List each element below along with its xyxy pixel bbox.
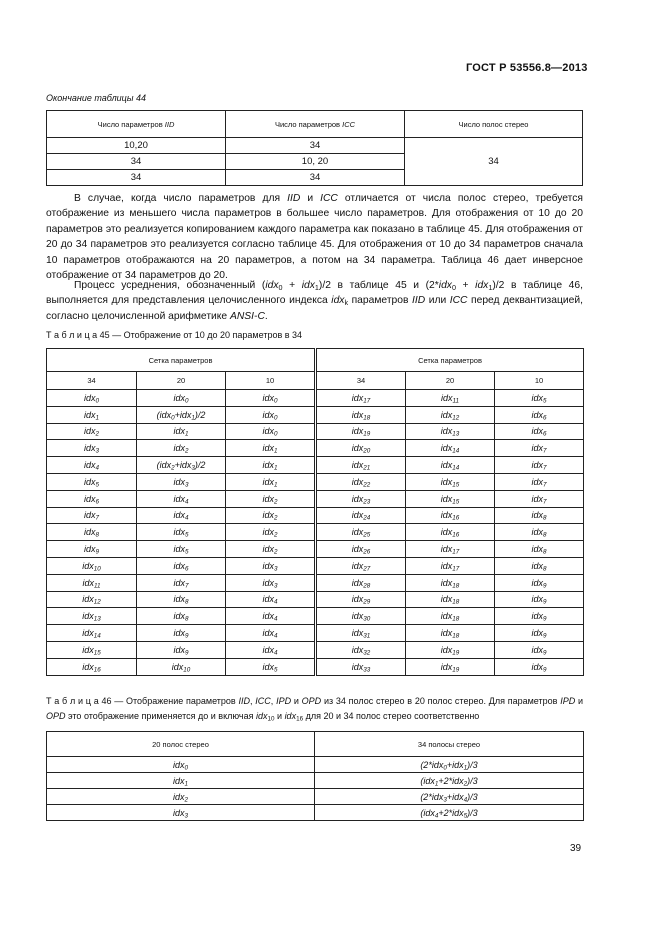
table-45-subheader: 10 — [226, 372, 315, 390]
table-45-cell: idx$_{31}$ — [317, 625, 406, 642]
table-45-cell: idx$_9$ — [495, 574, 584, 591]
table-45-cell: idx$_{17}$ — [406, 541, 495, 558]
table-46-cell: idx$_3$ — [47, 805, 315, 821]
table-45-cell: idx$_{26}$ — [317, 541, 406, 558]
table-45-cell: idx$_{14}$ — [406, 440, 495, 457]
table-45-cell: idx$_{17}$ — [317, 390, 406, 407]
table-44-cell: 10, 20 — [226, 154, 405, 170]
table-45-row — [317, 625, 584, 642]
table-44-cell: 34 — [226, 138, 405, 154]
table-46-cell: (2*idx$_0$+idx$_1$)/3 — [315, 757, 584, 773]
table-45-cell: idx$_{24}$ — [317, 507, 406, 524]
table-45-cell: idx$_6$ — [137, 557, 226, 574]
table-45-subheader: 20 — [137, 372, 226, 390]
table-44-cell: 10,20 — [47, 138, 226, 154]
table-45-cell: idx$_8$ — [137, 591, 226, 608]
table-45-row — [317, 423, 584, 440]
table-45-cell: idx$_0$ — [226, 423, 315, 440]
table-45-cell: idx$_{18}$ — [406, 574, 495, 591]
table-45-cell: idx$_{29}$ — [317, 591, 406, 608]
table-45-subheader: 10 — [495, 372, 584, 390]
table-45-row — [317, 490, 584, 507]
table-44-header: Число параметров ICC — [226, 111, 405, 138]
table-45-cell: idx$_7$ — [495, 440, 584, 457]
table-45-cell: idx$_8$ — [495, 524, 584, 541]
table-45-row — [47, 406, 315, 423]
table-45-row — [47, 490, 315, 507]
table-45-cell: idx$_9$ — [137, 641, 226, 658]
table-45-cell: idx$_1$ — [47, 406, 137, 423]
table-45-group-header: Сетка параметров — [47, 349, 315, 372]
table-45-cell: idx$_4$ — [47, 457, 137, 474]
table-44-header: Число параметров IID — [47, 111, 226, 138]
table-45-cell: idx$_{16}$ — [406, 524, 495, 541]
table-45-row — [317, 390, 584, 407]
table-45-cell: idx$_{13}$ — [47, 608, 137, 625]
table-45-row — [47, 541, 315, 558]
table-45-cell: idx$_4$ — [226, 608, 315, 625]
table-46-cell: idx$_1$ — [47, 773, 315, 789]
table-46-cell: idx$_0$ — [47, 757, 315, 773]
table-45-row — [317, 557, 584, 574]
table-45-cell: idx$_4$ — [226, 625, 315, 642]
table-45-cell: (idx$_0$+idx$_1$)/2 — [137, 406, 226, 423]
table-45-cell: idx$_{28}$ — [317, 574, 406, 591]
table-45-cell: idx$_{33}$ — [317, 658, 406, 675]
page-number: 39 — [570, 843, 582, 854]
table-45 — [46, 348, 583, 678]
table-45-row — [47, 608, 315, 625]
table-45-cell: idx$_{12}$ — [47, 591, 137, 608]
table-45-cell: idx$_{19}$ — [406, 658, 495, 675]
table-45-cell: idx$_9$ — [495, 625, 584, 642]
table-45-cell: idx$_7$ — [495, 457, 584, 474]
table-45-cell: idx$_0$ — [226, 406, 315, 423]
table-45-cell: idx$_{12}$ — [406, 406, 495, 423]
table-45-group-header: Сетка параметров — [317, 349, 584, 372]
table-45-row — [47, 524, 315, 541]
table-45-row — [317, 507, 584, 524]
table-45-cell: idx$_5$ — [495, 390, 584, 407]
table-45-row — [47, 507, 315, 524]
table-45-cell: idx$_1$ — [226, 440, 315, 457]
table-45-row — [317, 658, 584, 675]
table-45-cell: idx$_8$ — [47, 524, 137, 541]
table-45-row — [317, 440, 584, 457]
table-45-cell: idx$_{30}$ — [317, 608, 406, 625]
table-45-cell: idx$_2$ — [226, 541, 315, 558]
table-45-cell: idx$_8$ — [137, 608, 226, 625]
table-45-subheader: 20 — [406, 372, 495, 390]
table-45-cell: idx$_{11}$ — [47, 574, 137, 591]
table-45-subheader: 34 — [47, 372, 137, 390]
table-44-caption: Окончание таблицы 44 — [46, 93, 146, 103]
table-45-cell: idx$_1$ — [226, 473, 315, 490]
table-45-cell: idx$_5$ — [137, 524, 226, 541]
table-45-cell: idx$_{22}$ — [317, 473, 406, 490]
table-45-row — [47, 658, 315, 675]
table-45-row — [317, 591, 584, 608]
table-46-row — [47, 789, 584, 805]
table-45-caption: Т а б л и ц а 45 — Отображение от 10 до 20 параметров в 34 — [46, 330, 303, 340]
table-45-cell: idx$_1$ — [137, 423, 226, 440]
table-46-header: 34 полосы стерео — [315, 732, 584, 757]
table-45-cell: idx$_4$ — [137, 490, 226, 507]
table-45-cell: idx$_{32}$ — [317, 641, 406, 658]
table-45-cell: idx$_5$ — [137, 541, 226, 558]
table-45-cell: idx$_9$ — [495, 658, 584, 675]
table-44-stereo-cell: 34 — [405, 138, 583, 186]
table-45-cell: idx$_9$ — [47, 541, 137, 558]
table-45-cell: idx$_2$ — [226, 507, 315, 524]
table-46-cell: idx$_2$ — [47, 789, 315, 805]
table-45-left-half — [46, 348, 315, 676]
table-44-cell: 34 — [47, 154, 226, 170]
table-45-cell: idx$_{15}$ — [47, 641, 137, 658]
table-45-cell: idx$_{19}$ — [406, 641, 495, 658]
table-45-cell: idx$_2$ — [137, 440, 226, 457]
table-45-cell: idx$_{10}$ — [137, 658, 226, 675]
paragraph-mapping-description: В случае, когда число параметров для IID и ICC отличается от числа полос стерео, требуется отображение из меньшего числа параметров в большее число параметров. Для отображения от 10 до 20 параметров это реализуется копированием каждого параметра как показано в таблице 45. Для отображения от 20 до 34 параметров это реализуется согласно таблице 45. Для отображения от 10 до 34 параметров сначала 10 параметров отображаются на 20 параметров, а потом на 34 параметра. Таблица 46 дает инверсное отображение от 34 параметров до 20. — [46, 193, 583, 282]
table-46 — [46, 731, 584, 821]
table-46-cell: (idx$_1$+2*idx$_2$)/3 — [315, 773, 584, 789]
table-45-cell: idx$_4$ — [226, 641, 315, 658]
table-45-cell: idx$_5$ — [226, 658, 315, 675]
table-45-cell: idx$_{15}$ — [406, 490, 495, 507]
table-45-cell: idx$_7$ — [47, 507, 137, 524]
table-45-cell: idx$_{13}$ — [406, 423, 495, 440]
table-45-row — [47, 390, 315, 407]
table-45-cell: idx$_5$ — [47, 473, 137, 490]
table-45-cell: idx$_{17}$ — [406, 557, 495, 574]
table-45-row — [47, 440, 315, 457]
table-45-row — [317, 574, 584, 591]
table-45-cell: idx$_2$ — [47, 423, 137, 440]
table-45-row — [47, 574, 315, 591]
table-45-cell: idx$_4$ — [137, 507, 226, 524]
table-45-row — [47, 641, 315, 658]
table-45-cell: idx$_{18}$ — [317, 406, 406, 423]
table-45-cell: idx$_9$ — [495, 608, 584, 625]
table-45-cell: idx$_{11}$ — [406, 390, 495, 407]
table-45-row — [47, 423, 315, 440]
paragraph-averaging-description: Процесс усреднения, обозначенный (idx$_0$ + idx$_1$)/2 в таблице 45 и (2*idx$_0$ + idx$_1$)/2 в таблице 46, выполняется для представления целочисленного индекса idx$_k$ параметров IID или ICC перед деквантизацией, согласно целочисленной арифметике ANSI-C. — [46, 280, 583, 322]
table-45-row — [317, 457, 584, 474]
table-45-cell: idx$_{19}$ — [317, 423, 406, 440]
table-45-cell: idx$_{18}$ — [406, 608, 495, 625]
table-45-row — [47, 625, 315, 642]
table-45-cell: idx$_2$ — [226, 524, 315, 541]
table-45-cell: idx$_6$ — [495, 406, 584, 423]
table-45-row — [47, 557, 315, 574]
document-header: ГОСТ Р 53556.8—2013 — [466, 62, 588, 74]
table-46-row — [47, 773, 584, 789]
table-45-cell: idx$_8$ — [495, 541, 584, 558]
table-45-cell: idx$_{18}$ — [406, 591, 495, 608]
table-45-row — [317, 641, 584, 658]
table-45-cell: idx$_6$ — [47, 490, 137, 507]
table-45-row — [317, 473, 584, 490]
table-45-cell: idx$_{10}$ — [47, 557, 137, 574]
table-45-cell: idx$_0$ — [47, 390, 137, 407]
table-45-cell: idx$_1$ — [226, 457, 315, 474]
table-45-cell: idx$_3$ — [47, 440, 137, 457]
table-45-cell: idx$_9$ — [495, 591, 584, 608]
table-45-cell: idx$_9$ — [137, 625, 226, 642]
table-45-cell: idx$_7$ — [137, 574, 226, 591]
table-45-cell: idx$_0$ — [226, 390, 315, 407]
table-44-cell: 34 — [47, 170, 226, 186]
table-45-cell: idx$_2$ — [226, 490, 315, 507]
table-45-cell: idx$_{16}$ — [406, 507, 495, 524]
table-45-cell: idx$_{15}$ — [406, 473, 495, 490]
table-45-cell: idx$_6$ — [495, 423, 584, 440]
table-45-cell: idx$_3$ — [137, 473, 226, 490]
table-45-row — [47, 457, 315, 474]
table-45-cell: idx$_{27}$ — [317, 557, 406, 574]
table-45-cell: idx$_8$ — [495, 507, 584, 524]
table-45-cell: idx$_4$ — [226, 591, 315, 608]
table-45-cell: idx$_{14}$ — [47, 625, 137, 642]
table-44-header: Число полос стерео — [405, 111, 583, 138]
table-45-cell: idx$_{16}$ — [47, 658, 137, 675]
table-45-cell: idx$_7$ — [495, 490, 584, 507]
table-45-right-half — [316, 348, 584, 676]
table-46-row — [47, 757, 584, 773]
table-45-cell: idx$_0$ — [137, 390, 226, 407]
table-45-cell: idx$_{18}$ — [406, 625, 495, 642]
table-45-cell: idx$_7$ — [495, 473, 584, 490]
table-45-row — [317, 541, 584, 558]
table-46-cell: (2*idx$_3$+idx$_4$)/3 — [315, 789, 584, 805]
table-45-cell: idx$_3$ — [226, 574, 315, 591]
table-45-row — [317, 608, 584, 625]
table-45-row — [47, 473, 315, 490]
table-46-row — [47, 805, 584, 821]
table-45-row — [317, 406, 584, 423]
table-46-header: 20 полос стерео — [47, 732, 315, 757]
table-46-caption: Т а б л и ц а 46 — Отображение параметров IID, ICC, IPD и OPD из 34 полос стерео в 20 полос стерео. Для параметров IPD и OPD это отображение применяется до и включая idx$_{10}$ и idx$_{16}$ для 20 и 34 полос стерео соответственно — [46, 696, 583, 723]
table-46-cell: (idx$_4$+2*idx$_5$)/3 — [315, 805, 584, 821]
table-45-subheader: 34 — [317, 372, 406, 390]
table-45-cell: idx$_{23}$ — [317, 490, 406, 507]
table-45-cell: idx$_8$ — [495, 557, 584, 574]
table-45-cell: idx$_3$ — [226, 557, 315, 574]
table-44-cell: 34 — [226, 170, 405, 186]
table-44 — [46, 110, 583, 186]
table-45-cell: idx$_{20}$ — [317, 440, 406, 457]
table-45-row — [317, 524, 584, 541]
table-45-cell: idx$_{21}$ — [317, 457, 406, 474]
table-45-row — [47, 591, 315, 608]
table-45-cell: idx$_{14}$ — [406, 457, 495, 474]
table-45-cell: idx$_{25}$ — [317, 524, 406, 541]
table-45-cell: idx$_9$ — [495, 641, 584, 658]
table-45-cell: (idx$_2$+idx$_3$)/2 — [137, 457, 226, 474]
